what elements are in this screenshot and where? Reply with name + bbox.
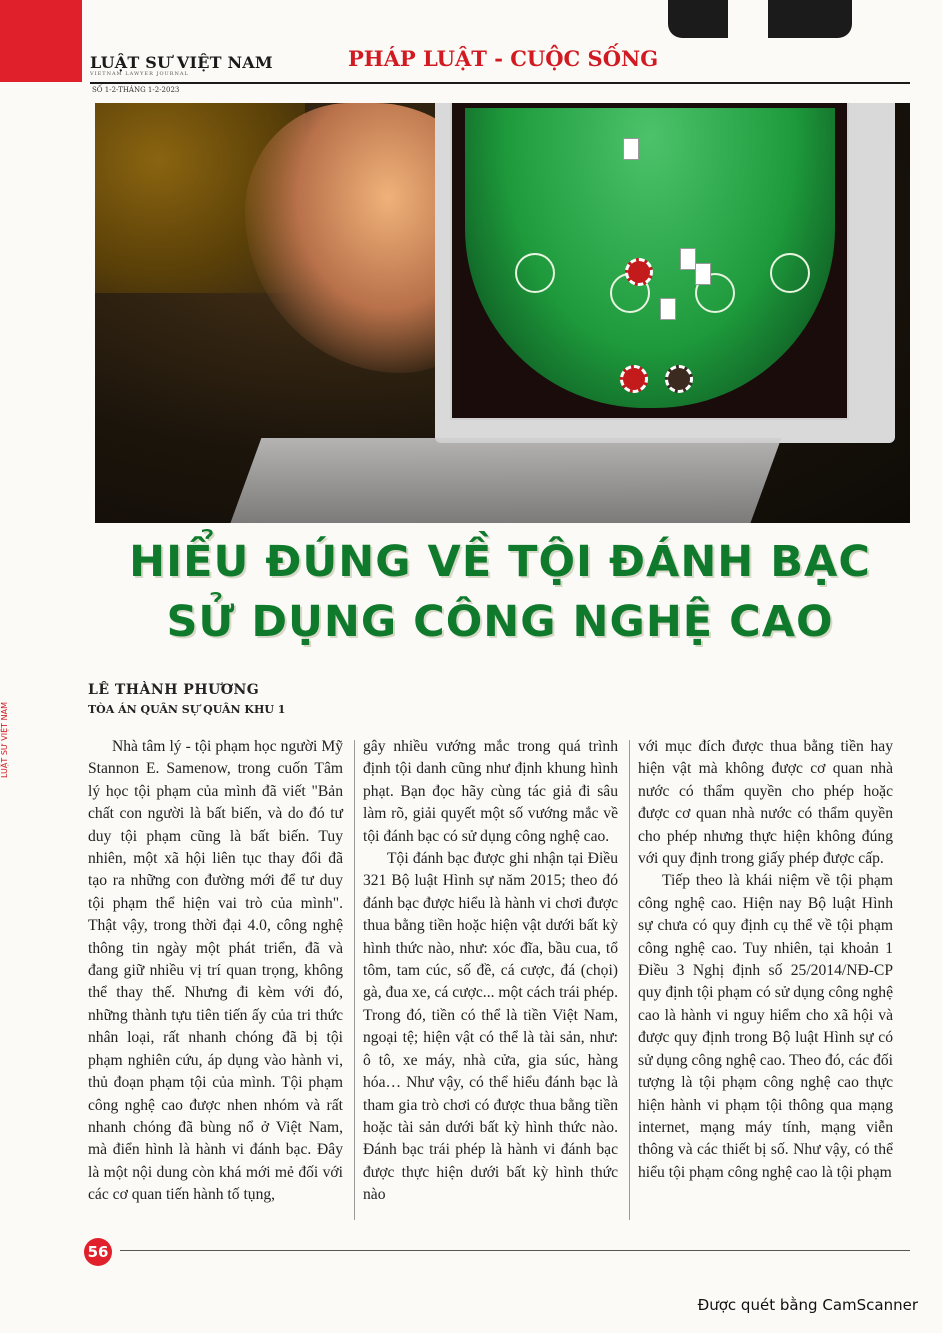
betting-circle <box>515 253 555 293</box>
magazine-title: LUẬT SƯ VIỆT NAM <box>90 53 273 72</box>
headline-line-1: HIỂU ĐÚNG VỀ TỘI ĐÁNH BẠC <box>129 537 871 587</box>
body-column-1 <box>88 736 343 1207</box>
column-divider <box>354 740 355 1220</box>
author-name: LÊ THÀNH PHƯƠNG <box>88 682 260 698</box>
side-strip-text: LUẬT SƯ VIỆT NAM <box>0 702 9 778</box>
headline-line-2: SỬ DỤNG CÔNG NGHỆ CAO <box>166 597 834 647</box>
card <box>623 138 639 160</box>
footer-rule <box>120 1250 910 1251</box>
paragraph: Tiếp theo là khái niệm về tội phạm công nghệ cao. Hiện nay Bộ luật Hình sự chưa có quy định cụ thể về tội phạm công nghệ cao. Tuy nhiên, tại khoản 1 Điều 3 Nghị định số 25/2014/NĐ-CP quy định tội phạm có sử dụng công nghệ cao là hành vi nguy hiểm cho xã hội và được quy định trong Bộ luật Hình sự có sử dụng công nghệ cao. Theo đó, các đối tượng là tội phạm công nghệ cao thực hiện hành vi phạm tội thông qua mạng internet, mạng máy tính, mạng viễn thông và các thiết bị số. Như vậy, có thể hiểu tội phạm công nghệ cao là tội phạm <box>638 872 893 1181</box>
card <box>695 263 711 285</box>
page-number: 56 <box>84 1238 112 1266</box>
paragraph: gây nhiều vướng mắc trong quá trình định tội danh cũng như định khung hình phạt. Bạn đọc hãy cùng tác giả đi sâu làm rõ, giải quyết một số vướng mắc về tội đánh bạc có sử dụng công nghệ cao. <box>363 738 618 845</box>
cancel-chip-icon <box>665 365 693 393</box>
body-column-2 <box>363 736 618 1207</box>
author-affiliation: TÒA ÁN QUÂN SỰ QUÂN KHU 1 <box>88 703 286 716</box>
card <box>660 298 676 320</box>
binder-clip-icon <box>668 0 852 38</box>
section-title: PHÁP LUẬT - CUỘC SỐNG <box>348 46 659 71</box>
body-column-3 <box>638 736 893 1184</box>
issue-number: SỐ 1-2-THÁNG 1-2-2023 <box>92 86 180 94</box>
header-rule <box>90 82 910 84</box>
headline <box>120 532 880 652</box>
column-divider <box>629 740 630 1220</box>
red-corner-block <box>0 0 82 82</box>
scanner-watermark: Được quét bằng CamScanner <box>697 1296 918 1314</box>
paragraph: với mục đích được thua bằng tiền hay hiện vật mà không được cơ quan nhà nước có thẩm quyền cho phép hoặc được cơ quan nhà nước có thẩm quyền cho phép nhưng thực hiện không đúng với quy định trong giấy phép được cấp. <box>638 738 893 868</box>
paragraph: Tội đánh bạc được ghi nhận tại Điều 321 Bộ luật Hình sự năm 2015; theo đó đánh bạc được hiểu là hành vi chơi được thua bằng tiền hoặc hiện vật dưới bất kỳ hình thức nào, như: xóc đĩa, bầu cua, tổ tôm, tam cúc, số đề, cá cược, đá (chọi) gà, đua xe, cá cược... một cách trái phép. Trong đó, tiền có thể là tiền Việt Nam, ngoại tệ; hiện vật có thể là tài sản, như: ô tô, xe máy, nhà cửa, gia súc, hàng hóa… Như vậy, có thể hiểu đánh bạc là tham gia trò chơi có được thua bằng tiền hoặc tài sản dưới bất kỳ hình thức nào. Đánh bạc trái phép là hành vi đánh bạc được thực hiện dưới bất kỳ hình thức nào <box>363 850 618 1204</box>
paragraph: Nhà tâm lý - tội phạm học người Mỹ Stannon E. Samenow, trong cuốn Tâm lý học tội phạm của mình đã viết "Bản chất con người là bất biến, và do đó tư duy tội phạm cũng là bất biến. Tuy nhiên, một xã hội liên tục thay đổi đã tạo ra những con đường mới để tư duy tội phạm thể hiện vai trò của mình". Thật vậy, trong thời đại 4.0, công nghệ thông tin ngày một phát triển, đã và đang giữ nhiều vị trí quan trọng, không thể thay thế. Nhưng đi kèm với đó, những thành tựu tiên tiến ấy của tri thức nhân loại, rất nhanh chóng đã bị tội phạm nghiên cứu, áp dụng vào hành vi, thủ đoạn phạm tội của mình. Tội phạm công nghệ cao được nhen nhóm và rất nhanh chóng đã bùng nổ ở Việt Nam, mà điển hình là hành vi đánh bạc. Đây là một nội dung còn khá mới mẻ đối với các cơ quan tiến hành tố tụng, <box>88 738 343 1204</box>
hero-photo <box>95 103 910 523</box>
deal-chip-icon <box>620 365 648 393</box>
magazine-subtitle: VIETNAM LAWYER JOURNAL <box>90 71 189 77</box>
laptop-keyboard <box>229 438 782 523</box>
betting-circle <box>770 253 810 293</box>
chip-icon <box>625 258 653 286</box>
card <box>680 248 696 270</box>
